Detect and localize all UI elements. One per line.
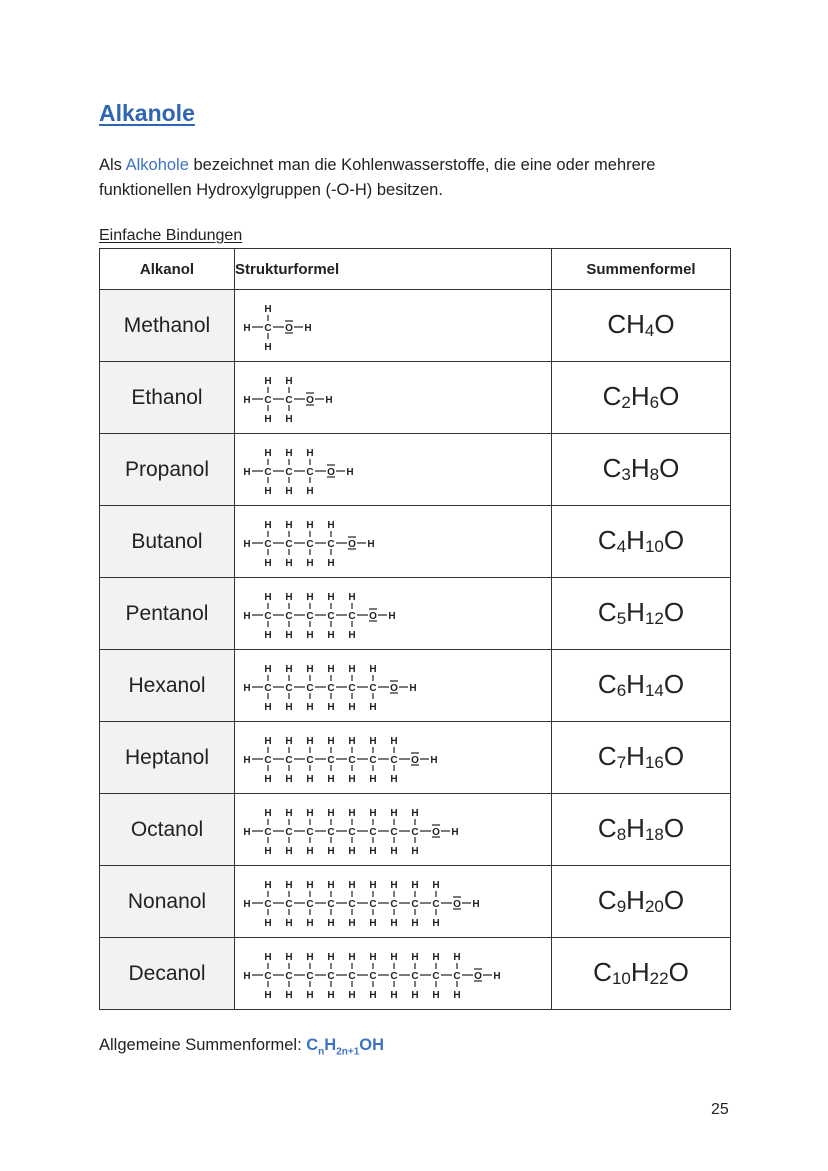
atom-c: C: [264, 322, 272, 334]
atom-h: H: [306, 735, 314, 747]
header-alkanol: Alkanol: [100, 249, 235, 290]
atom-h: H: [390, 807, 398, 819]
atom-h: H: [432, 917, 440, 929]
atom-h: H: [285, 989, 293, 1001]
atom-c: C: [306, 898, 314, 910]
atom-c: C: [264, 826, 272, 838]
atom-c: C: [327, 970, 335, 982]
atom-h: H: [327, 701, 335, 713]
atom-h: H: [243, 394, 251, 406]
atom-o: O: [432, 826, 440, 838]
atom-c: C: [432, 898, 440, 910]
intro-highlight: Alkohole: [125, 156, 189, 174]
structural-formula: [235, 723, 478, 793]
atom-c: C: [390, 826, 398, 838]
atom-c: C: [306, 754, 314, 766]
atom-h: H: [409, 682, 417, 694]
atom-h: H: [264, 557, 272, 569]
atom-h: H: [367, 538, 375, 550]
atom-c: C: [369, 682, 377, 694]
table-row: [100, 938, 731, 1010]
structural-formula: [235, 939, 541, 1009]
atom-h: H: [327, 845, 335, 857]
atom-h: H: [306, 485, 314, 497]
table-row: [100, 578, 731, 650]
atom-h: H: [243, 610, 251, 622]
summenformel: $C_2H_6O$: [552, 362, 731, 434]
atom-h: H: [285, 485, 293, 497]
atom-o: O: [348, 538, 356, 550]
structural-formula: [235, 651, 457, 721]
intro-suffix: bezeichnet man die Kohlenwasserstoffe, die eine oder mehrere funktionellen Hydroxylgruppen (-O-H) besitzen.: [99, 156, 656, 199]
atom-c: C: [348, 682, 356, 694]
atom-h: H: [472, 898, 480, 910]
table-row: [100, 794, 731, 866]
atom-h: H: [264, 375, 272, 387]
table-row: [100, 362, 731, 434]
atom-c: C: [348, 970, 356, 982]
atom-h: H: [348, 989, 356, 1001]
atom-h: H: [285, 917, 293, 929]
atom-h: H: [348, 917, 356, 929]
atom-h: H: [348, 879, 356, 891]
atom-h: H: [306, 989, 314, 1001]
alkanol-name: Ethanol: [100, 362, 235, 434]
atom-c: C: [306, 610, 314, 622]
atom-c: C: [285, 394, 293, 406]
atom-c: C: [369, 754, 377, 766]
atom-h: H: [285, 519, 293, 531]
atom-h: H: [327, 519, 335, 531]
atom-o: O: [390, 682, 398, 694]
page-number: 25: [711, 1101, 729, 1118]
atom-c: C: [390, 970, 398, 982]
atom-c: C: [264, 970, 272, 982]
atom-h: H: [369, 951, 377, 963]
atom-h: H: [451, 826, 459, 838]
structure-cell: [235, 938, 552, 1010]
atom-c: C: [390, 898, 398, 910]
atom-c: C: [327, 754, 335, 766]
atom-h: H: [264, 989, 272, 1001]
alkanol-table: [99, 248, 731, 1010]
atom-h: H: [285, 845, 293, 857]
atom-c: C: [411, 826, 419, 838]
atom-h: H: [327, 557, 335, 569]
atom-c: C: [306, 538, 314, 550]
atom-h: H: [390, 773, 398, 785]
summenformel: $C_7H_{16}O$: [552, 722, 731, 794]
atom-h: H: [306, 807, 314, 819]
atom-o: O: [474, 970, 482, 982]
structure-cell: [235, 578, 552, 650]
atom-h: H: [390, 879, 398, 891]
atom-h: H: [327, 951, 335, 963]
alkanol-name: Methanol: [100, 290, 235, 362]
alkanol-name: Hexanol: [100, 650, 235, 722]
structural-formula: [235, 795, 499, 865]
atom-c: C: [327, 826, 335, 838]
atom-h: H: [327, 591, 335, 603]
atom-h: H: [306, 629, 314, 641]
atom-h: H: [346, 466, 354, 478]
atom-c: C: [306, 682, 314, 694]
atom-h: H: [388, 610, 396, 622]
section-subheading: Einfache Bindungen: [99, 227, 243, 244]
summenformel: $C_8H_{18}O$: [552, 794, 731, 866]
atom-c: C: [264, 538, 272, 550]
atom-h: H: [369, 879, 377, 891]
atom-h: H: [411, 807, 419, 819]
atom-h: H: [348, 629, 356, 641]
atom-c: C: [264, 466, 272, 478]
atom-c: C: [285, 754, 293, 766]
structural-formula: [235, 363, 373, 433]
atom-o: O: [306, 394, 314, 406]
table-row: [100, 506, 731, 578]
page-title: Alkanole: [99, 100, 195, 126]
atom-h: H: [411, 845, 419, 857]
atom-h: H: [264, 663, 272, 675]
structure-cell: [235, 290, 552, 362]
atom-h: H: [348, 663, 356, 675]
atom-h: H: [411, 879, 419, 891]
atom-h: H: [369, 807, 377, 819]
table-header-row: [100, 249, 731, 290]
atom-h: H: [411, 917, 419, 929]
atom-h: H: [327, 917, 335, 929]
atom-h: H: [306, 591, 314, 603]
atom-h: H: [264, 701, 272, 713]
atom-c: C: [411, 970, 419, 982]
table-body: [100, 290, 731, 1010]
atom-h: H: [306, 879, 314, 891]
alkanol-name: Pentanol: [100, 578, 235, 650]
alkanol-name: Propanol: [100, 434, 235, 506]
atom-c: C: [285, 826, 293, 838]
atom-h: H: [285, 413, 293, 425]
atom-c: C: [369, 898, 377, 910]
atom-h: H: [327, 663, 335, 675]
atom-h: H: [348, 701, 356, 713]
atom-h: H: [285, 951, 293, 963]
atom-h: H: [348, 807, 356, 819]
atom-h: H: [411, 989, 419, 1001]
summenformel: $C_4H_{10}O$: [552, 506, 731, 578]
atom-c: C: [390, 754, 398, 766]
atom-h: H: [327, 989, 335, 1001]
atom-h: H: [264, 951, 272, 963]
atom-h: H: [285, 701, 293, 713]
atom-h: H: [411, 951, 419, 963]
atom-h: H: [348, 951, 356, 963]
atom-h: H: [369, 845, 377, 857]
atom-h: H: [327, 735, 335, 747]
atom-h: H: [453, 951, 461, 963]
atom-h: H: [327, 629, 335, 641]
atom-h: H: [304, 322, 312, 334]
atom-h: H: [285, 807, 293, 819]
structural-formula: [235, 867, 520, 937]
summenformel: $CH_4O$: [552, 290, 731, 362]
summenformel: $C_6H_{14}O$: [552, 650, 731, 722]
atom-h: H: [369, 989, 377, 1001]
atom-h: H: [285, 447, 293, 459]
atom-h: H: [306, 447, 314, 459]
alkanol-name: Octanol: [100, 794, 235, 866]
atom-h: H: [264, 303, 272, 315]
atom-h: H: [327, 773, 335, 785]
atom-h: H: [369, 773, 377, 785]
atom-h: H: [285, 879, 293, 891]
atom-h: H: [369, 735, 377, 747]
atom-h: H: [264, 485, 272, 497]
structural-formula: [235, 507, 415, 577]
header-formula: Summenformel: [552, 249, 731, 290]
atom-h: H: [390, 917, 398, 929]
atom-c: C: [285, 538, 293, 550]
atom-h: H: [306, 951, 314, 963]
atom-h: H: [264, 341, 272, 353]
alkanol-name: Nonanol: [100, 866, 235, 938]
atom-c: C: [411, 898, 419, 910]
atom-c: C: [264, 394, 272, 406]
atom-c: C: [432, 970, 440, 982]
atom-h: H: [432, 951, 440, 963]
atom-h: H: [264, 629, 272, 641]
atom-h: H: [390, 845, 398, 857]
structure-cell: [235, 434, 552, 506]
atom-h: H: [432, 989, 440, 1001]
atom-h: H: [264, 879, 272, 891]
structure-cell: [235, 362, 552, 434]
atom-h: H: [348, 773, 356, 785]
header-structure: Strukturformel: [235, 249, 552, 290]
alkanol-name: Heptanol: [100, 722, 235, 794]
atom-h: H: [264, 519, 272, 531]
atom-c: C: [327, 682, 335, 694]
atom-c: C: [369, 826, 377, 838]
atom-h: H: [285, 663, 293, 675]
atom-c: C: [306, 970, 314, 982]
atom-h: H: [306, 917, 314, 929]
table-row: [100, 722, 731, 794]
atom-c: C: [348, 610, 356, 622]
atom-h: H: [369, 917, 377, 929]
atom-c: C: [285, 682, 293, 694]
atom-h: H: [390, 951, 398, 963]
intro-prefix: Als: [99, 156, 126, 174]
atom-h: H: [264, 735, 272, 747]
atom-h: H: [264, 413, 272, 425]
atom-c: C: [348, 754, 356, 766]
structural-formula: [235, 435, 394, 505]
atom-c: C: [348, 898, 356, 910]
atom-c: C: [348, 826, 356, 838]
atom-h: H: [264, 807, 272, 819]
atom-h: H: [264, 591, 272, 603]
alkanol-name: Decanol: [100, 938, 235, 1010]
atom-c: C: [306, 826, 314, 838]
atom-h: H: [243, 682, 251, 694]
atom-c: C: [285, 970, 293, 982]
alkanol-name: Butanol: [100, 506, 235, 578]
general-formula-value: $C_nH_{2n+1}OH$: [306, 1036, 385, 1058]
atom-h: H: [243, 754, 251, 766]
atom-h: H: [243, 538, 251, 550]
atom-h: H: [430, 754, 438, 766]
atom-h: H: [327, 879, 335, 891]
atom-o: O: [285, 322, 293, 334]
atom-h: H: [369, 663, 377, 675]
structural-formula: [235, 291, 352, 361]
atom-h: H: [285, 629, 293, 641]
table-row: [100, 650, 731, 722]
atom-c: C: [264, 898, 272, 910]
summenformel: $C_{10}H_{22}O$: [552, 938, 731, 1010]
atom-h: H: [264, 917, 272, 929]
atom-c: C: [327, 610, 335, 622]
atom-c: C: [264, 682, 272, 694]
atom-h: H: [285, 735, 293, 747]
atom-h: H: [285, 773, 293, 785]
atom-h: H: [306, 773, 314, 785]
atom-h: H: [243, 466, 251, 478]
atom-c: C: [285, 610, 293, 622]
atom-h: H: [348, 591, 356, 603]
table-row: [100, 290, 731, 362]
atom-h: H: [243, 898, 251, 910]
atom-c: C: [327, 898, 335, 910]
summenformel: $C_3H_8O$: [552, 434, 731, 506]
atom-c: C: [264, 754, 272, 766]
structure-cell: [235, 866, 552, 938]
atom-c: C: [285, 898, 293, 910]
structure-cell: [235, 722, 552, 794]
atom-h: H: [264, 447, 272, 459]
atom-c: C: [285, 466, 293, 478]
atom-h: H: [264, 845, 272, 857]
atom-o: O: [411, 754, 419, 766]
atom-o: O: [327, 466, 335, 478]
atom-h: H: [285, 375, 293, 387]
table-row: [100, 866, 731, 938]
atom-c: C: [327, 538, 335, 550]
structure-cell: [235, 650, 552, 722]
atom-h: H: [390, 735, 398, 747]
atom-h: H: [327, 807, 335, 819]
atom-h: H: [348, 845, 356, 857]
structure-cell: [235, 506, 552, 578]
atom-h: H: [453, 989, 461, 1001]
atom-h: H: [306, 701, 314, 713]
structural-formula: [235, 579, 436, 649]
atom-h: H: [306, 557, 314, 569]
atom-h: H: [325, 394, 333, 406]
atom-h: H: [243, 322, 251, 334]
intro-paragraph: [99, 153, 739, 203]
summenformel: $C_5H_{12}O$: [552, 578, 731, 650]
atom-c: C: [369, 970, 377, 982]
atom-h: H: [264, 773, 272, 785]
atom-h: H: [285, 557, 293, 569]
atom-c: C: [453, 970, 461, 982]
structure-cell: [235, 794, 552, 866]
atom-h: H: [243, 826, 251, 838]
atom-h: H: [348, 735, 356, 747]
atom-h: H: [285, 591, 293, 603]
general-formula: [99, 1036, 384, 1057]
atom-h: H: [390, 989, 398, 1001]
general-formula-label: Allgemeine Summenformel:: [99, 1036, 307, 1054]
atom-h: H: [306, 519, 314, 531]
atom-c: C: [264, 610, 272, 622]
atom-c: C: [306, 466, 314, 478]
atom-o: O: [453, 898, 461, 910]
atom-h: H: [432, 879, 440, 891]
table-row: [100, 434, 731, 506]
atom-h: H: [306, 663, 314, 675]
summenformel: $C_9H_{20}O$: [552, 866, 731, 938]
atom-h: H: [243, 970, 251, 982]
atom-h: H: [493, 970, 501, 982]
atom-o: O: [369, 610, 377, 622]
atom-h: H: [369, 701, 377, 713]
atom-h: H: [306, 845, 314, 857]
